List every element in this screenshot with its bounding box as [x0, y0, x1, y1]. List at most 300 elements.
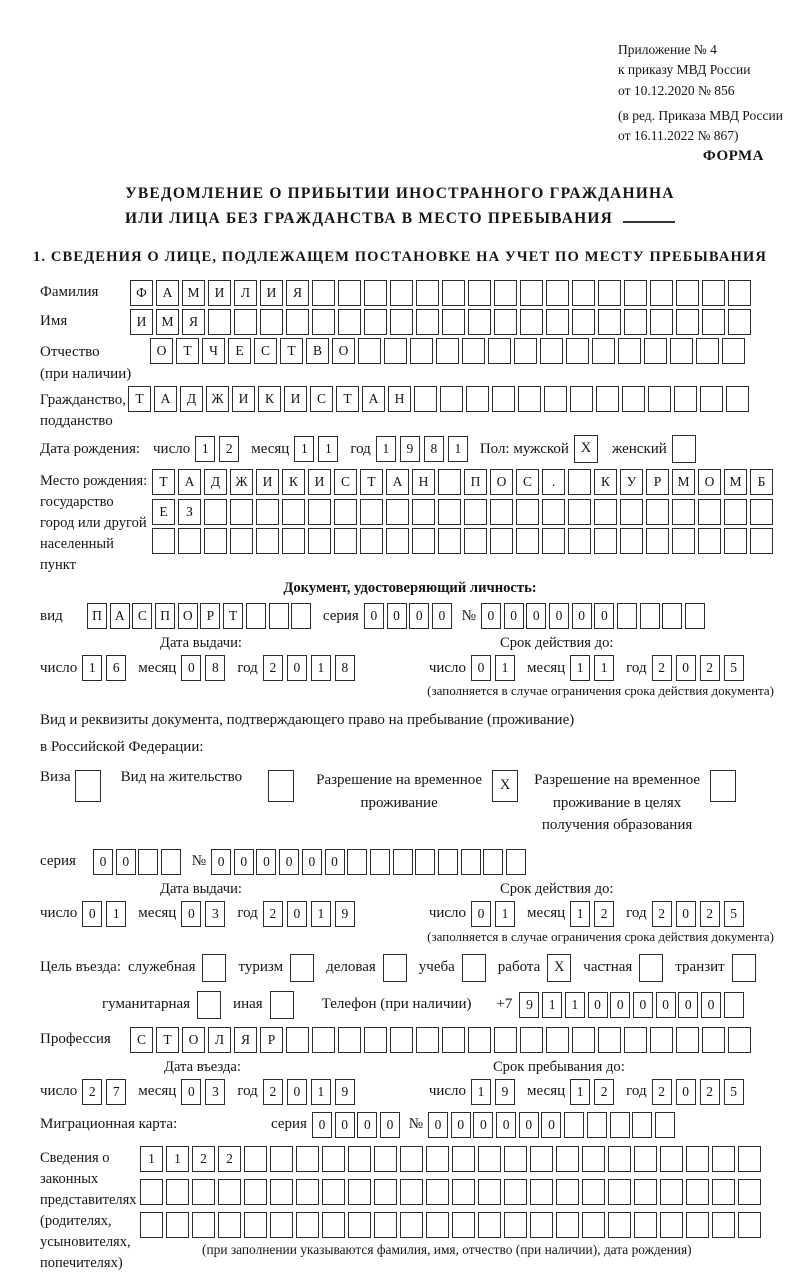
form-cell[interactable]: С: [254, 338, 277, 364]
form-cell[interactable]: [452, 1179, 475, 1205]
form-cell[interactable]: [478, 1179, 501, 1205]
form-cell[interactable]: [492, 386, 515, 412]
form-cell[interactable]: [546, 1027, 569, 1053]
form-cell[interactable]: [374, 1146, 397, 1172]
form-cell[interactable]: С: [130, 1027, 153, 1053]
form-cell[interactable]: [646, 499, 669, 525]
form-cell[interactable]: [644, 338, 667, 364]
form-cell[interactable]: Т: [152, 469, 175, 495]
form-cell[interactable]: [370, 849, 390, 875]
purpose-business-checkbox[interactable]: [383, 954, 407, 982]
form-cell[interactable]: [440, 386, 463, 412]
form-cell[interactable]: Л: [208, 1027, 231, 1053]
form-cell[interactable]: [438, 849, 458, 875]
form-cell[interactable]: 0: [656, 992, 676, 1018]
form-cell[interactable]: Т: [176, 338, 199, 364]
form-cell[interactable]: [594, 528, 617, 554]
form-cell[interactable]: 0: [181, 1079, 201, 1105]
form-cell[interactable]: [542, 528, 565, 554]
form-cell[interactable]: [436, 338, 459, 364]
form-cell[interactable]: [702, 309, 725, 335]
form-cell[interactable]: Т: [156, 1027, 179, 1053]
form-cell[interactable]: 1: [448, 436, 468, 462]
form-cell[interactable]: 2: [700, 1079, 720, 1105]
form-cell[interactable]: 0: [633, 992, 653, 1018]
form-cell[interactable]: 0: [526, 603, 546, 629]
form-cell[interactable]: 1: [495, 901, 515, 927]
form-cell[interactable]: З: [178, 499, 201, 525]
form-cell[interactable]: [594, 499, 617, 525]
form-cell[interactable]: Т: [280, 338, 303, 364]
form-cell[interactable]: [620, 528, 643, 554]
form-cell[interactable]: 5: [724, 901, 744, 927]
form-cell[interactable]: 0: [287, 655, 307, 681]
form-cell[interactable]: [506, 849, 526, 875]
form-cell[interactable]: [624, 309, 647, 335]
form-cell[interactable]: [610, 1112, 630, 1138]
form-cell[interactable]: [230, 499, 253, 525]
form-cell[interactable]: [384, 338, 407, 364]
form-cell[interactable]: Т: [336, 386, 359, 412]
form-cell[interactable]: [400, 1212, 423, 1238]
form-cell[interactable]: [270, 1212, 293, 1238]
form-cell[interactable]: [286, 309, 309, 335]
form-cell[interactable]: 0: [676, 655, 696, 681]
form-cell[interactable]: [308, 499, 331, 525]
form-cell[interactable]: [234, 309, 257, 335]
form-cell[interactable]: О: [178, 603, 198, 629]
form-cell[interactable]: 0: [312, 1112, 332, 1138]
residence-permit-checkbox[interactable]: [268, 770, 294, 802]
form-cell[interactable]: [572, 309, 595, 335]
form-cell[interactable]: 0: [211, 849, 231, 875]
purpose-official-checkbox[interactable]: [202, 954, 226, 982]
form-cell[interactable]: [442, 309, 465, 335]
form-cell[interactable]: 0: [302, 849, 322, 875]
form-cell[interactable]: [570, 386, 593, 412]
form-cell[interactable]: [662, 603, 682, 629]
form-cell[interactable]: И: [260, 280, 283, 306]
form-cell[interactable]: Я: [286, 280, 309, 306]
form-cell[interactable]: [386, 528, 409, 554]
form-cell[interactable]: [738, 1179, 761, 1205]
form-cell[interactable]: [400, 1179, 423, 1205]
form-cell[interactable]: [244, 1179, 267, 1205]
form-cell[interactable]: [161, 849, 181, 875]
form-cell[interactable]: [566, 338, 589, 364]
form-cell[interactable]: 9: [335, 1079, 355, 1105]
form-cell[interactable]: Р: [200, 603, 220, 629]
form-cell[interactable]: 2: [263, 655, 283, 681]
form-cell[interactable]: [360, 499, 383, 525]
form-cell[interactable]: 0: [588, 992, 608, 1018]
form-cell[interactable]: [374, 1212, 397, 1238]
form-cell[interactable]: 0: [676, 901, 696, 927]
form-cell[interactable]: 1: [542, 992, 562, 1018]
form-cell[interactable]: [504, 1179, 527, 1205]
form-cell[interactable]: [218, 1212, 241, 1238]
form-cell[interactable]: И: [308, 469, 331, 495]
form-cell[interactable]: 0: [409, 603, 429, 629]
form-cell[interactable]: [702, 1027, 725, 1053]
form-cell[interactable]: 0: [549, 603, 569, 629]
form-cell[interactable]: 1: [82, 655, 102, 681]
form-cell[interactable]: [724, 528, 747, 554]
form-cell[interactable]: [598, 309, 621, 335]
form-cell[interactable]: М: [182, 280, 205, 306]
form-cell[interactable]: [322, 1212, 345, 1238]
form-cell[interactable]: [296, 1146, 319, 1172]
form-cell[interactable]: [530, 1146, 553, 1172]
form-cell[interactable]: [700, 386, 723, 412]
form-cell[interactable]: [364, 1027, 387, 1053]
form-cell[interactable]: Л: [234, 280, 257, 306]
form-cell[interactable]: [546, 309, 569, 335]
form-cell[interactable]: [685, 603, 705, 629]
form-cell[interactable]: 1: [570, 1079, 590, 1105]
form-cell[interactable]: Р: [646, 469, 669, 495]
form-cell[interactable]: [724, 992, 744, 1018]
education-residence-checkbox[interactable]: [710, 770, 736, 802]
form-cell[interactable]: Т: [223, 603, 243, 629]
form-cell[interactable]: [504, 1212, 527, 1238]
form-cell[interactable]: [462, 338, 485, 364]
purpose-humanitarian-checkbox[interactable]: [197, 991, 221, 1019]
form-cell[interactable]: [556, 1212, 579, 1238]
form-cell[interactable]: 0: [572, 603, 592, 629]
form-cell[interactable]: 5: [724, 655, 744, 681]
form-cell[interactable]: У: [620, 469, 643, 495]
form-cell[interactable]: [218, 1179, 241, 1205]
form-cell[interactable]: 0: [676, 1079, 696, 1105]
form-cell[interactable]: 1: [311, 655, 331, 681]
form-cell[interactable]: [416, 1027, 439, 1053]
form-cell[interactable]: [520, 1027, 543, 1053]
form-cell[interactable]: [494, 280, 517, 306]
form-cell[interactable]: И: [256, 469, 279, 495]
form-cell[interactable]: [364, 280, 387, 306]
form-cell[interactable]: [204, 528, 227, 554]
form-cell[interactable]: Ж: [230, 469, 253, 495]
form-cell[interactable]: [291, 603, 311, 629]
form-cell[interactable]: [166, 1179, 189, 1205]
form-cell[interactable]: [244, 1146, 267, 1172]
form-cell[interactable]: В: [306, 338, 329, 364]
form-cell[interactable]: [410, 338, 433, 364]
form-cell[interactable]: [726, 386, 749, 412]
form-cell[interactable]: Е: [228, 338, 251, 364]
form-cell[interactable]: [686, 1146, 709, 1172]
form-cell[interactable]: [634, 1212, 657, 1238]
form-cell[interactable]: П: [87, 603, 107, 629]
form-cell[interactable]: [412, 499, 435, 525]
form-cell[interactable]: [655, 1112, 675, 1138]
form-cell[interactable]: [582, 1179, 605, 1205]
form-cell[interactable]: 2: [218, 1146, 241, 1172]
form-cell[interactable]: [598, 1027, 621, 1053]
form-cell[interactable]: 0: [287, 1079, 307, 1105]
form-cell[interactable]: [364, 309, 387, 335]
form-cell[interactable]: [620, 499, 643, 525]
sex-female-checkbox[interactable]: [672, 435, 696, 463]
form-cell[interactable]: 0: [234, 849, 254, 875]
form-cell[interactable]: [544, 386, 567, 412]
form-cell[interactable]: [256, 528, 279, 554]
form-cell[interactable]: [634, 1179, 657, 1205]
form-cell[interactable]: [504, 1146, 527, 1172]
form-cell[interactable]: Д: [180, 386, 203, 412]
form-cell[interactable]: [296, 1179, 319, 1205]
form-cell[interactable]: [568, 499, 591, 525]
form-cell[interactable]: [530, 1212, 553, 1238]
form-cell[interactable]: Н: [412, 469, 435, 495]
form-cell[interactable]: О: [182, 1027, 205, 1053]
form-cell[interactable]: [632, 1112, 652, 1138]
form-cell[interactable]: [438, 469, 461, 495]
form-cell[interactable]: [640, 603, 660, 629]
form-cell[interactable]: [556, 1146, 579, 1172]
form-cell[interactable]: [712, 1179, 735, 1205]
form-cell[interactable]: [426, 1146, 449, 1172]
form-cell[interactable]: А: [156, 280, 179, 306]
form-cell[interactable]: [270, 1146, 293, 1172]
form-cell[interactable]: [650, 280, 673, 306]
form-cell[interactable]: 2: [219, 436, 239, 462]
purpose-tourism-checkbox[interactable]: [290, 954, 314, 982]
form-cell[interactable]: 9: [400, 436, 420, 462]
form-cell[interactable]: 1: [376, 436, 396, 462]
form-cell[interactable]: С: [310, 386, 333, 412]
form-cell[interactable]: Я: [182, 309, 205, 335]
form-cell[interactable]: [393, 849, 413, 875]
form-cell[interactable]: [468, 309, 491, 335]
form-cell[interactable]: [415, 849, 435, 875]
form-cell[interactable]: 1: [311, 1079, 331, 1105]
form-cell[interactable]: 2: [652, 655, 672, 681]
form-cell[interactable]: [208, 309, 231, 335]
form-cell[interactable]: [322, 1179, 345, 1205]
form-cell[interactable]: О: [698, 469, 721, 495]
form-cell[interactable]: [546, 280, 569, 306]
form-cell[interactable]: [617, 603, 637, 629]
form-cell[interactable]: 0: [678, 992, 698, 1018]
form-cell[interactable]: 1: [195, 436, 215, 462]
form-cell[interactable]: [414, 386, 437, 412]
form-cell[interactable]: [416, 280, 439, 306]
form-cell[interactable]: [390, 1027, 413, 1053]
form-cell[interactable]: [468, 280, 491, 306]
form-cell[interactable]: [634, 1146, 657, 1172]
form-cell[interactable]: 0: [287, 901, 307, 927]
form-cell[interactable]: 1: [565, 992, 585, 1018]
form-cell[interactable]: 1: [294, 436, 314, 462]
form-cell[interactable]: [230, 528, 253, 554]
purpose-work-checkbox[interactable]: X: [547, 954, 571, 982]
form-cell[interactable]: 8: [424, 436, 444, 462]
form-cell[interactable]: [466, 386, 489, 412]
form-cell[interactable]: [374, 1179, 397, 1205]
form-cell[interactable]: [598, 280, 621, 306]
form-cell[interactable]: 2: [263, 901, 283, 927]
form-cell[interactable]: 1: [311, 901, 331, 927]
form-cell[interactable]: [750, 528, 773, 554]
form-cell[interactable]: И: [232, 386, 255, 412]
form-cell[interactable]: С: [516, 469, 539, 495]
form-cell[interactable]: [286, 1027, 309, 1053]
form-cell[interactable]: [660, 1146, 683, 1172]
form-cell[interactable]: Ч: [202, 338, 225, 364]
form-cell[interactable]: [312, 280, 335, 306]
form-cell[interactable]: [516, 528, 539, 554]
form-cell[interactable]: 0: [325, 849, 345, 875]
form-cell[interactable]: 1: [495, 655, 515, 681]
form-cell[interactable]: [520, 309, 543, 335]
form-cell[interactable]: 1: [140, 1146, 163, 1172]
form-cell[interactable]: .: [542, 469, 565, 495]
form-cell[interactable]: [608, 1212, 631, 1238]
form-cell[interactable]: 1: [471, 1079, 491, 1105]
temporary-residence-checkbox[interactable]: X: [492, 770, 518, 802]
form-cell[interactable]: [488, 338, 511, 364]
form-cell[interactable]: 2: [263, 1079, 283, 1105]
form-cell[interactable]: [622, 386, 645, 412]
form-cell[interactable]: [452, 1212, 475, 1238]
form-cell[interactable]: 1: [570, 901, 590, 927]
form-cell[interactable]: [138, 849, 158, 875]
purpose-other-checkbox[interactable]: [270, 991, 294, 1019]
form-cell[interactable]: [166, 1212, 189, 1238]
form-cell[interactable]: [270, 1179, 293, 1205]
form-cell[interactable]: 2: [700, 655, 720, 681]
form-cell[interactable]: [269, 603, 289, 629]
form-cell[interactable]: Н: [388, 386, 411, 412]
form-cell[interactable]: О: [490, 469, 513, 495]
form-cell[interactable]: 0: [519, 1112, 539, 1138]
form-cell[interactable]: [712, 1146, 735, 1172]
form-cell[interactable]: А: [386, 469, 409, 495]
form-cell[interactable]: 9: [495, 1079, 515, 1105]
form-cell[interactable]: 0: [181, 901, 201, 927]
form-cell[interactable]: [442, 280, 465, 306]
form-cell[interactable]: И: [208, 280, 231, 306]
form-cell[interactable]: 0: [481, 603, 501, 629]
form-cell[interactable]: [390, 309, 413, 335]
form-cell[interactable]: 0: [181, 655, 201, 681]
form-cell[interactable]: 0: [471, 655, 491, 681]
form-cell[interactable]: 1: [106, 901, 126, 927]
form-cell[interactable]: 6: [106, 655, 126, 681]
form-cell[interactable]: [514, 338, 537, 364]
form-cell[interactable]: 0: [357, 1112, 377, 1138]
form-cell[interactable]: [660, 1212, 683, 1238]
form-cell[interactable]: П: [155, 603, 175, 629]
form-cell[interactable]: К: [594, 469, 617, 495]
form-cell[interactable]: 8: [205, 655, 225, 681]
form-cell[interactable]: [308, 528, 331, 554]
form-cell[interactable]: 9: [519, 992, 539, 1018]
form-cell[interactable]: [358, 338, 381, 364]
form-cell[interactable]: [696, 338, 719, 364]
form-cell[interactable]: [676, 280, 699, 306]
form-cell[interactable]: [587, 1112, 607, 1138]
form-cell[interactable]: [624, 1027, 647, 1053]
form-cell[interactable]: [596, 386, 619, 412]
form-cell[interactable]: [728, 280, 751, 306]
form-cell[interactable]: [478, 1146, 501, 1172]
form-cell[interactable]: 0: [335, 1112, 355, 1138]
form-cell[interactable]: 0: [610, 992, 630, 1018]
form-cell[interactable]: М: [672, 469, 695, 495]
form-cell[interactable]: [568, 528, 591, 554]
form-cell[interactable]: [400, 1146, 423, 1172]
form-cell[interactable]: [618, 338, 641, 364]
form-cell[interactable]: 2: [594, 1079, 614, 1105]
form-cell[interactable]: 3: [205, 1079, 225, 1105]
form-cell[interactable]: [564, 1112, 584, 1138]
form-cell[interactable]: 0: [432, 603, 452, 629]
sex-male-checkbox[interactable]: X: [574, 435, 598, 463]
form-cell[interactable]: С: [132, 603, 152, 629]
form-cell[interactable]: 3: [205, 901, 225, 927]
form-cell[interactable]: 1: [318, 436, 338, 462]
form-cell[interactable]: [648, 386, 671, 412]
form-cell[interactable]: [140, 1212, 163, 1238]
form-cell[interactable]: А: [362, 386, 385, 412]
form-cell[interactable]: 1: [570, 655, 590, 681]
form-cell[interactable]: [416, 309, 439, 335]
form-cell[interactable]: 0: [82, 901, 102, 927]
form-cell[interactable]: [556, 1179, 579, 1205]
form-cell[interactable]: С: [334, 469, 357, 495]
form-cell[interactable]: [338, 280, 361, 306]
form-cell[interactable]: [192, 1212, 215, 1238]
form-cell[interactable]: 0: [380, 1112, 400, 1138]
form-cell[interactable]: [572, 280, 595, 306]
form-cell[interactable]: 2: [652, 901, 672, 927]
form-cell[interactable]: [650, 309, 673, 335]
form-cell[interactable]: К: [282, 469, 305, 495]
form-cell[interactable]: О: [150, 338, 173, 364]
visa-checkbox[interactable]: [75, 770, 101, 802]
form-cell[interactable]: 9: [335, 901, 355, 927]
form-cell[interactable]: Ф: [130, 280, 153, 306]
form-cell[interactable]: Б: [750, 469, 773, 495]
form-cell[interactable]: [724, 499, 747, 525]
form-cell[interactable]: [698, 499, 721, 525]
form-cell[interactable]: [650, 1027, 673, 1053]
form-cell[interactable]: 0: [473, 1112, 493, 1138]
form-cell[interactable]: [152, 528, 175, 554]
form-cell[interactable]: [338, 1027, 361, 1053]
form-cell[interactable]: Р: [260, 1027, 283, 1053]
form-cell[interactable]: 8: [335, 655, 355, 681]
form-cell[interactable]: [334, 499, 357, 525]
form-cell[interactable]: 1: [166, 1146, 189, 1172]
form-cell[interactable]: [438, 528, 461, 554]
form-cell[interactable]: [674, 386, 697, 412]
form-cell[interactable]: [608, 1146, 631, 1172]
form-cell[interactable]: [348, 1179, 371, 1205]
form-cell[interactable]: [608, 1179, 631, 1205]
form-cell[interactable]: Ж: [206, 386, 229, 412]
form-cell[interactable]: [312, 1027, 335, 1053]
form-cell[interactable]: [282, 499, 305, 525]
form-cell[interactable]: [256, 499, 279, 525]
form-cell[interactable]: [386, 499, 409, 525]
form-cell[interactable]: [572, 1027, 595, 1053]
form-cell[interactable]: [582, 1212, 605, 1238]
form-cell[interactable]: [540, 338, 563, 364]
